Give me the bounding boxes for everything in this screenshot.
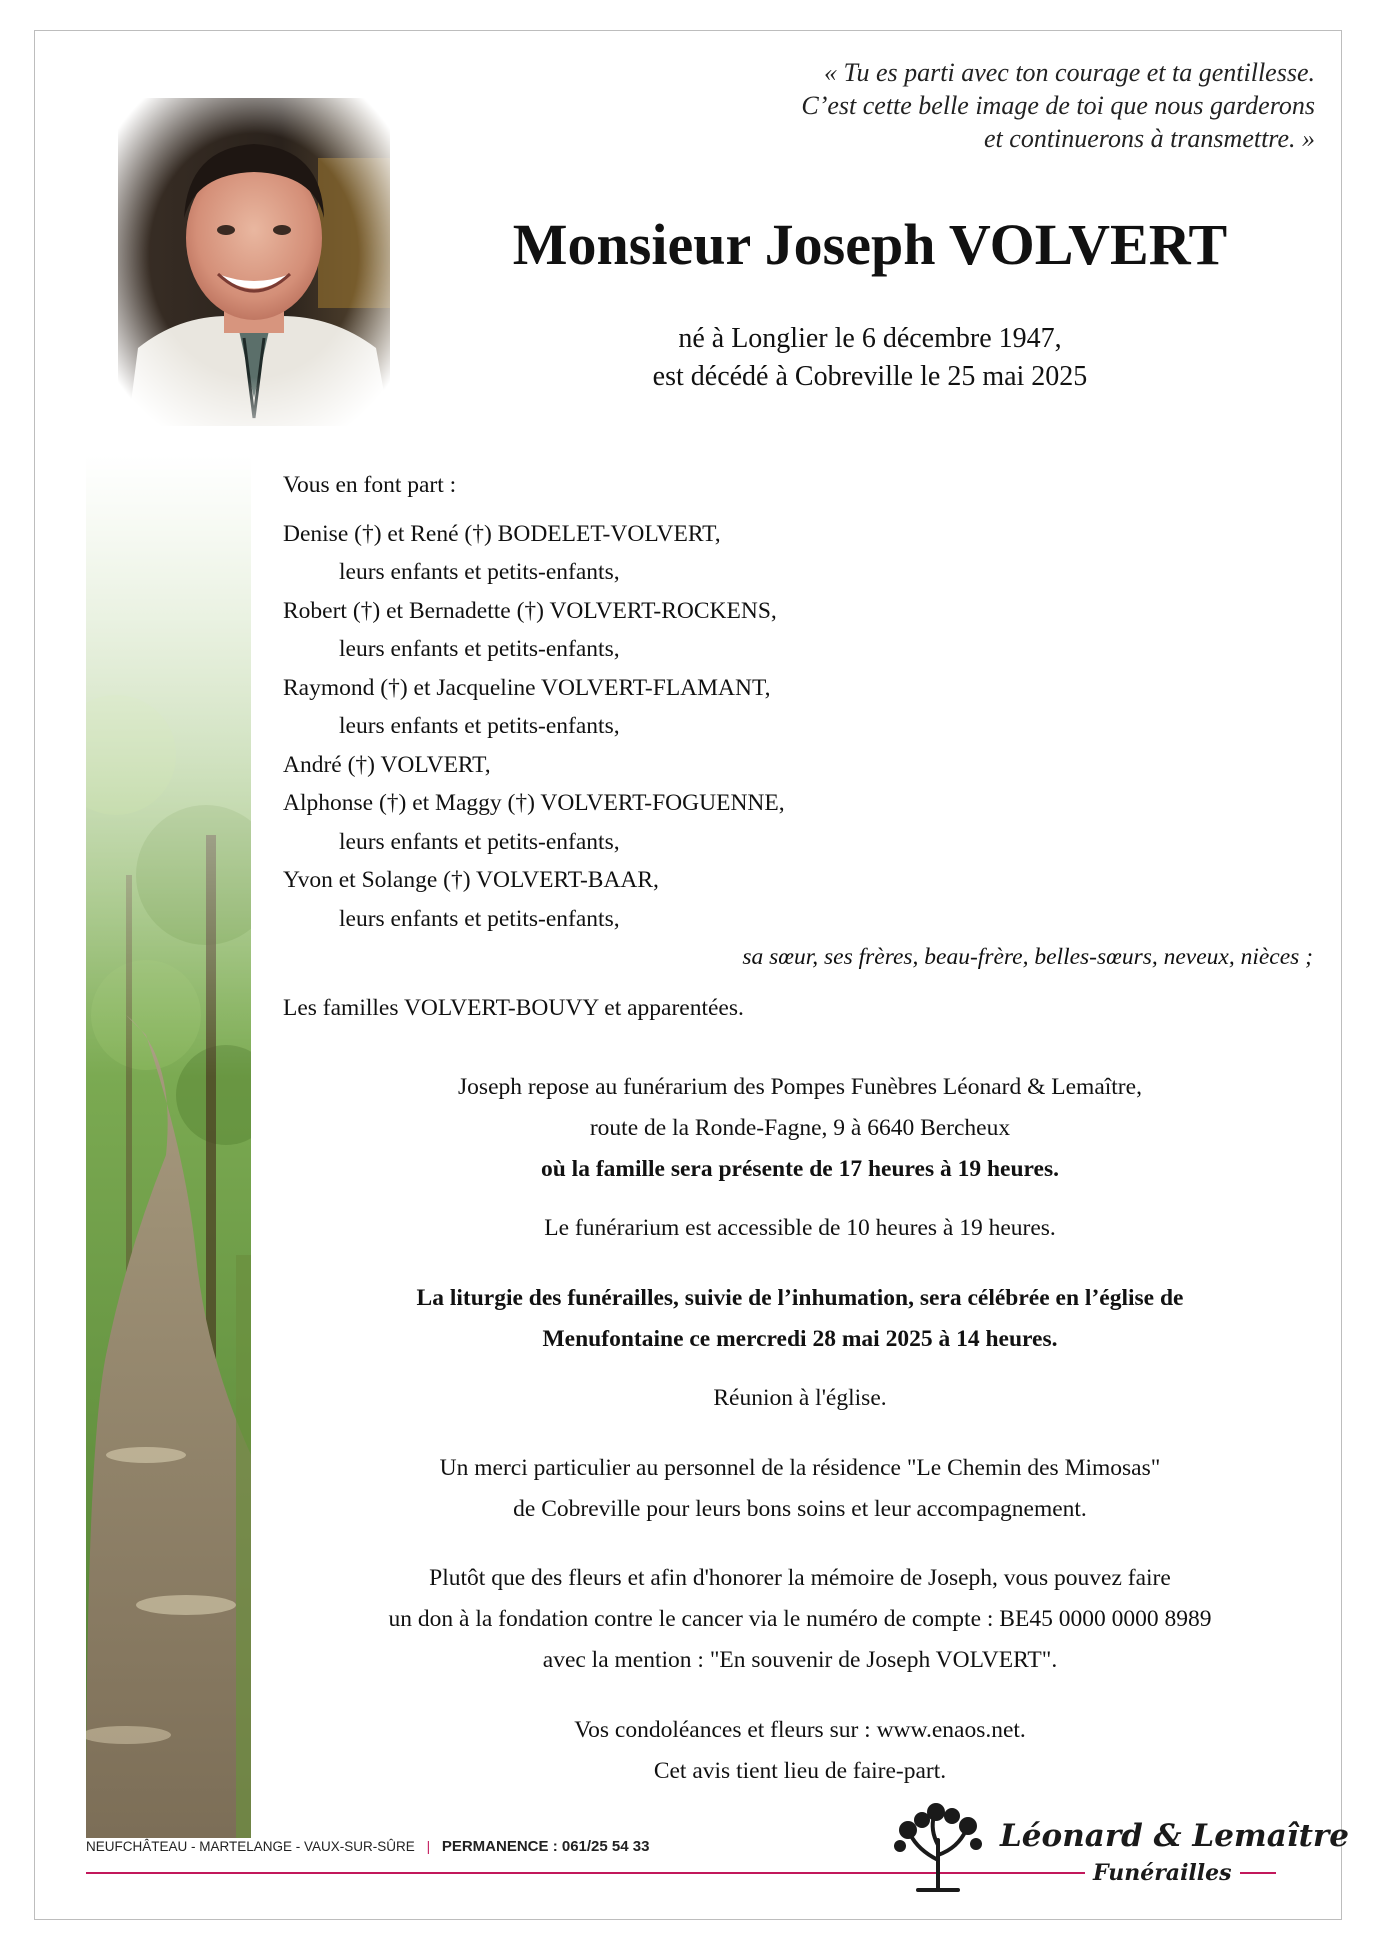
families-line: Les familles VOLVERT-BOUVY et apparentées. bbox=[283, 994, 744, 1021]
death-line: est décédé à Cobreville le 25 mai 2025 bbox=[652, 361, 1088, 392]
funerarium-info bbox=[290, 1067, 1310, 1190]
family-line: leurs enfants et petits-enfants, bbox=[339, 828, 620, 855]
family-line: Denise (†) et René (†) BODELET-VOLVERT, bbox=[283, 520, 721, 547]
footer-permanence: PERMANENCE : 061/25 54 33 bbox=[441, 1838, 650, 1855]
family-line: leurs enfants et petits-enfants, bbox=[339, 559, 620, 585]
thanks-line: de Cobreville pour leurs bons soins et leur accompagnement. bbox=[513, 1496, 1087, 1522]
quote-line: et continuerons à transmettre. » bbox=[984, 124, 1315, 153]
donation-mention: avec la mention : "En souvenir de Joseph VOLVERT". bbox=[542, 1647, 1058, 1673]
liturgy-date: Menufontaine ce mercredi 28 mai 2025 à 14 heures. bbox=[542, 1326, 1058, 1352]
siblings-line: sa sœur, ses frères, beau-frère, belles-sœurs, neveux, nièces ; bbox=[742, 944, 1313, 970]
liturgy-info bbox=[290, 1278, 1310, 1360]
family-announcement bbox=[283, 466, 1313, 1027]
family-line: leurs enfants et petits-enfants, bbox=[339, 636, 620, 662]
forest-path-image bbox=[86, 455, 251, 1838]
thanks-line: Un merci particulier au personnel de la résidence "Le Chemin des Mimosas" bbox=[439, 1455, 1161, 1481]
announcement-intro: Vous en font part : bbox=[283, 472, 457, 498]
funerarium-address: route de la Ronde-Fagne, 9 à 6640 Bercheux bbox=[589, 1115, 1011, 1141]
deceased-name: Monsieur Joseph VOLVERT bbox=[512, 212, 1228, 277]
footer-locations: NEUFCHÂTEAU - MARTELANGE - VAUX-SUR-SÛRE bbox=[86, 1839, 415, 1854]
family-line: Alphonse (†) et Maggy (†) VOLVERT-FOGUENNE, bbox=[283, 790, 785, 816]
closing-message bbox=[290, 1710, 1310, 1792]
funerarium-line: Joseph repose au funérarium des Pompes Funèbres Léonard & Lemaître, bbox=[458, 1074, 1142, 1100]
faire-part-line: Cet avis tient lieu de faire-part. bbox=[653, 1758, 947, 1784]
reunion-line: Réunion à l'église. bbox=[713, 1385, 887, 1411]
liturgy-line: La liturgie des funérailles, suivie de l’inhumation, sera célébrée en l’église de bbox=[416, 1285, 1184, 1311]
reunion-info bbox=[290, 1378, 1310, 1419]
quote-line: « Tu es parti avec ton courage et ta gentillesse. bbox=[823, 58, 1315, 87]
donation-line: Plutôt que des fleurs et afin d'honorer la mémoire de Joseph, vous pouvez faire bbox=[429, 1565, 1171, 1591]
birth-death-dates bbox=[520, 320, 1220, 396]
donation-message bbox=[290, 1558, 1310, 1681]
family-line: leurs enfants et petits-enfants, bbox=[339, 713, 620, 739]
funerarium-access bbox=[290, 1208, 1310, 1249]
donation-account: un don à la fondation contre le cancer via le numéro de compte : BE45 0000 0000 8989 bbox=[388, 1606, 1212, 1632]
family-line: Yvon et Solange (†) VOLVERT-BAAR, bbox=[283, 867, 659, 893]
quote-line: C’est cette belle image de toi que nous garderons bbox=[801, 91, 1315, 120]
thanks-message bbox=[290, 1448, 1310, 1530]
portrait-photo bbox=[118, 98, 390, 426]
condolences-line: Vos condoléances et fleurs sur : www.enaos.net. bbox=[574, 1717, 1026, 1743]
company-logo-name: Léonard & Lemaître bbox=[1000, 1818, 1349, 1854]
visiting-hours: où la famille sera présente de 17 heures à 19 heures. bbox=[540, 1156, 1060, 1182]
access-hours: Le funérarium est accessible de 10 heures à 19 heures. bbox=[544, 1215, 1056, 1241]
footer-separator: | bbox=[426, 1839, 431, 1854]
family-line: André (†) VOLVERT, bbox=[283, 751, 491, 778]
family-line: Robert (†) et Bernadette (†) VOLVERT-ROCKENS, bbox=[283, 597, 777, 624]
family-line: leurs enfants et petits-enfants, bbox=[339, 905, 620, 932]
family-line: Raymond (†) et Jacqueline VOLVERT-FLAMANT, bbox=[283, 674, 771, 701]
epitaph-quote bbox=[555, 56, 1315, 155]
footer-contact bbox=[86, 1838, 649, 1855]
tree-logo-icon bbox=[888, 1800, 988, 1896]
birth-line: né à Longlier le 6 décembre 1947, bbox=[678, 323, 1062, 354]
company-logo-subtitle: Funérailles bbox=[1085, 1860, 1240, 1886]
